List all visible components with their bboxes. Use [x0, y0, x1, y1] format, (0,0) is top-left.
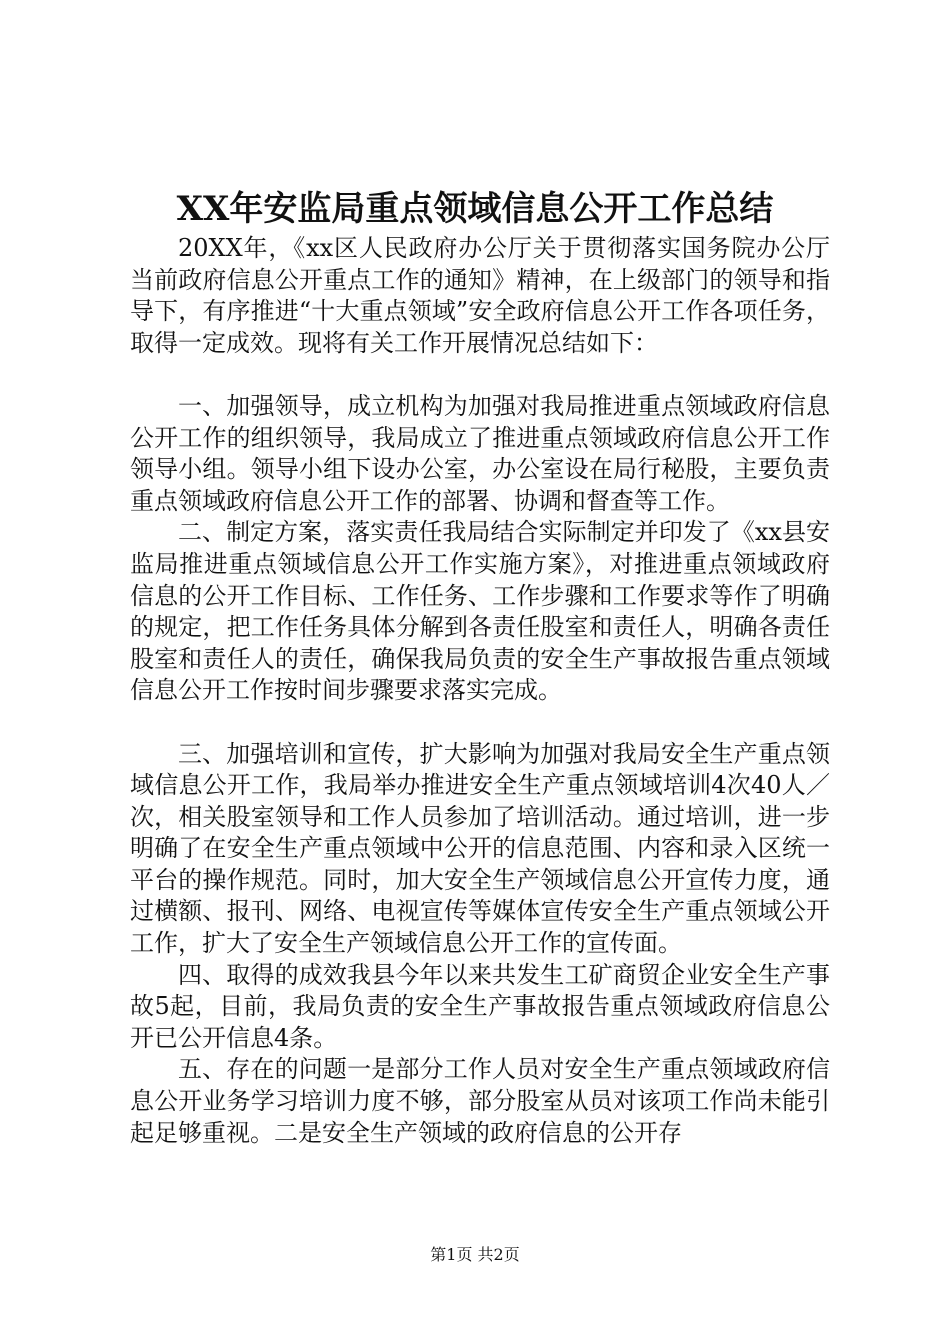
- paragraph-intro: 20XX年，《xx区人民政府办公厅关于贯彻落实国务院办公厅当前政府信息公开重点工作的通知》精神，在上级部门的领导和指导下，有序推进“十大重点领域”安全政府信息公开工作各项任务，取得一定成效。现将有关工作开展情况总结如下：: [130, 234, 830, 357]
- document-title: XX年安监局重点领域信息公开工作总结: [176, 189, 774, 229]
- paragraph-section-2: 二、制定方案，落实责任我局结合实际制定并印发了《xx县安监局推进重点领域信息公开工作实施方案》，对推进重点领域政府信息的公开工作目标、工作任务、工作步骤和工作要求等作了明确的规定，把工作任务具体分解到各责任股室和责任人，明确各责任股室和责任人的责任，确保我局负责的安全生产事故报告重点领域信息公开工作按时间步骤要求落实完成。: [130, 518, 830, 705]
- page-footer: 第1页 共2页: [430, 1245, 520, 1264]
- paragraph-gap: [130, 707, 830, 739]
- paragraph-section-4: 四、取得的成效我县今年以来共发生工矿商贸企业安全生产事故5起，目前，我局负责的安全生产事故报告重点领域政府信息公开已公开信息4条。: [130, 960, 830, 1052]
- paragraph-section-3: 三、加强培训和宣传，扩大影响为加强对我局安全生产重点领域信息公开工作，我局举办推进安全生产重点领域培训4次40人／次，相关股室领导和工作人员参加了培训活动。通过培训，进一步明确了在安全生产重点领域中公开的信息范围、内容和录入区统一平台的操作规范。同时，加大安全生产领域信息公开宣传力度，通过横额、报刊、网络、电视宣传等媒体宣传安全生产重点领域公开工作，扩大了安全生产领域信息公开工作的宣传面。: [130, 739, 830, 958]
- document-body: [130, 233, 830, 1149]
- paragraph-gap: [130, 359, 830, 391]
- paragraph-section-5: 五、存在的问题一是部分工作人员对安全生产重点领域政府信息公开业务学习培训力度不够，部分股室从员对该项工作尚未能引起足够重视。二是安全生产领域的政府信息的公开存: [130, 1055, 830, 1147]
- paragraph-section-1: 一、加强领导，成立机构为加强对我局推进重点领域政府信息公开工作的组织领导，我局成立了推进重点领域政府信息公开工作领导小组。领导小组下设办公室，办公室设在局行秘股，主要负责重点领域政府信息公开工作的部署、协调和督查等工作。: [130, 391, 830, 515]
